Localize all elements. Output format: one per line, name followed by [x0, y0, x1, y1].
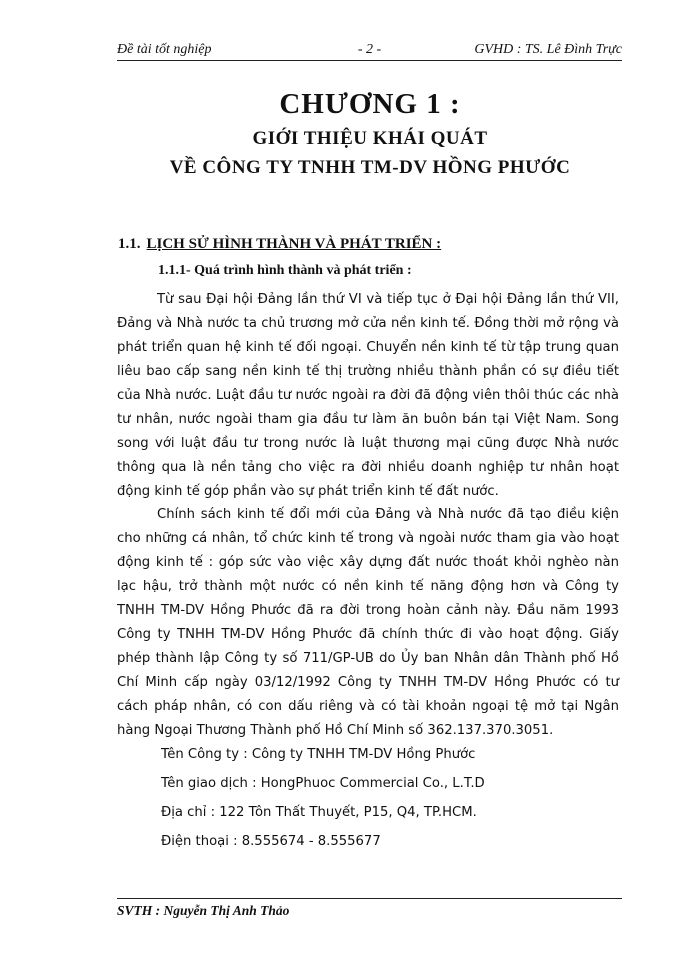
paragraph-2: Chính sách kinh tế đổi mới của Đảng và Nhà nước đã tạo điều kiện cho những cá nhân, tổ chức kinh tế trong và ngoài nước tham gia vào hoạt động kinh tế : góp sức vào việc xây dựng đất nước thoát khỏi nghèo nàn lạc hậu, trở thành một nước có nền kinh tế năng động hơn và Công ty TNHH TM-DV Hồng Phước đã ra đời trong hoàn cảnh này. Đầu năm 1993 Công ty TNHH TM-DV Hồng Phước đã chính thức đi vào hoạt động. Giấy phép thành lập Công ty số 711/GP-UB do Ủy ban Nhân dân Thành phố Hồ Chí Minh cấp ngày 03/12/1992 Công ty TNHH TM-DV Hồng Phước có tư cách pháp nhân, có con dấu riêng và có tài khoản ngoại tệ mở tại Ngân hàng Ngoại Thương Thành phố Hồ Chí Minh số 362.137.370.3051. [117, 507, 619, 738]
page-footer [117, 898, 622, 919]
paragraph-1: Từ sau Đại hội Đảng lần thứ VI và tiếp tục ở Đại hội Đảng lần thứ VII, Đảng và Nhà nước ta chủ trương mở cửa nền kinh tế. Đồng thời mở rộng và phát triển quan hệ kinh tế đối ngoại. Chuyển nền kinh tế từ tập trung quan liêu bao cấp sang nền kinh tế thị trường nhiều thành phần có sự điều tiết của Nhà nước. Luật đầu tư nước ngoài ra đời đã động viên thôi thúc các nhà tư nhân, nước ngoài tham gia đầu tư làm ăn buôn bán tại Việt Nam. Song song với luật đầu tư trong nước là luật thương mại cũng được Nhà nước thông qua là nền tảng cho việc ra đời nhiều doanh nghiệp tư nhân hoạt động kinh tế góp phần vào sự phát triển kinh tế đất nước. [117, 292, 619, 499]
address-line: Địa chỉ : 122 Tôn Thất Thuyết, P15, Q4, TP.HCM. [161, 805, 477, 820]
chapter-title-block [100, 82, 640, 179]
section-title: LỊCH SỬ HÌNH THÀNH VÀ PHÁT TRIỂN : [146, 236, 442, 252]
section-heading [118, 236, 441, 253]
page-header [117, 38, 622, 61]
company-name-line: Tên Công ty : Công ty TNHH TM-DV Hồng Phước [161, 747, 476, 762]
chapter-subtitle-line-2: VỀ CÔNG TY TNHH TM-DV HỒNG PHƯỚC [169, 157, 571, 178]
header-thesis-label: Đề tài tốt nghiệp [117, 42, 212, 57]
trade-name-line: Tên giao dịch : HongPhuoc Commercial Co., L.T.D [161, 776, 485, 791]
chapter-title: CHƯƠNG 1 : [279, 88, 461, 120]
subsection-heading: 1.1.1- Quá trình hình thành và phát triển : [158, 263, 412, 278]
page-number: - 2 - [357, 42, 382, 57]
section-number: 1.1. [118, 236, 141, 252]
chapter-subtitle-line-1: GIỚI THIỆU KHÁI QUÁT [252, 128, 488, 149]
phone-line: Điện thoại : 8.555674 - 8.555677 [161, 834, 381, 849]
footer-student: SVTH : Nguyễn Thị Anh Thảo [117, 903, 290, 918]
header-advisor: GVHD : TS. Lê Đình Trực [474, 42, 622, 57]
